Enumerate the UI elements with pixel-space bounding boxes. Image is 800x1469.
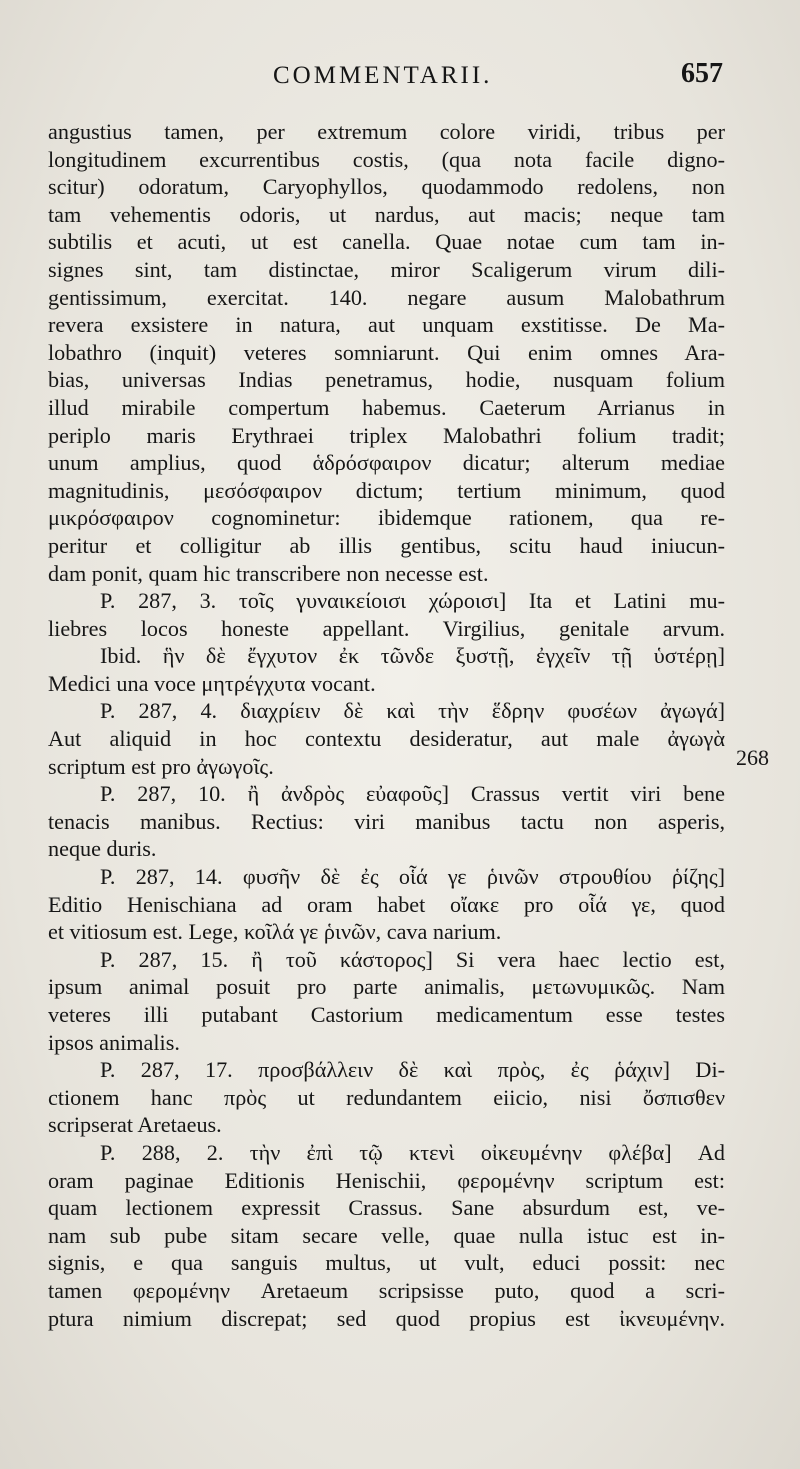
- text-line: tenacis manibus. Rectius: viri manibus tactu non asperis,: [48, 808, 725, 834]
- text-line: P. 287, 10. ἢ ἀνδρὸς εὐαφοῦς] Crassus vertit viri bene: [100, 781, 725, 807]
- text-line: Medici una voce μητρέγχυτα vocant.: [48, 670, 376, 696]
- text-line: ctionem hanc πρὸς ut redundantem eiicio, nisi ὄσπισθεν: [48, 1084, 725, 1110]
- text-line: P. 287, 3. τοῖς γυναικείοισι χώροισι] Ita et Latini mu-: [100, 588, 725, 614]
- text-line: ipsos animalis.: [48, 1029, 180, 1055]
- text-line: neque duris.: [48, 836, 157, 862]
- text-line: veteres illi putabant Castorium medicamentum esse testes: [48, 1002, 725, 1027]
- text-line: gentissimum, exercitat. 140. negare ausum Malobathrum: [48, 284, 725, 310]
- text-line: nam sub pube sitam secare velle, quae nulla istuc est in-: [48, 1222, 725, 1248]
- text-line: signis, e qua sanguis multus, ut vult, educi possit: nec: [48, 1250, 725, 1276]
- text-line: bias, universas Indias penetramus, hodie, nusquam folium: [48, 367, 725, 393]
- text-line: illud mirabile compertum habemus. Caeterum Arrianus in: [48, 394, 725, 420]
- text-line: P. 287, 4. διαχρίειν δὲ καὶ τὴν ἕδρην φυσέων ἀγωγά]: [100, 698, 725, 724]
- text-line: P. 287, 14. φυσῆν δὲ ἐς οἷά γε ῥινῶν στρουθίου ῥίζης]: [100, 864, 725, 890]
- text-line: Editio Henischiana ad oram habet οἴακε pro οἷά γε, quod: [48, 891, 725, 917]
- text-line: unum amplius, quod ἁδρόσφαιρον dicatur; alterum mediae: [48, 450, 725, 476]
- text-line: ptura nimium discrepat; sed quod propius est ἰκνευμένην.: [48, 1305, 725, 1331]
- running-title: COMMENTARII.: [273, 62, 493, 89]
- text-line: lobathro (inquit) veteres somniarunt. Qui enim omnes Ara-: [48, 339, 725, 365]
- margin-reference-number: 268: [736, 745, 769, 770]
- text-line: scripserat Aretaeus.: [48, 1112, 222, 1138]
- text-line: subtilis et acuti, ut est canella. Quae notae cum tam in-: [48, 229, 725, 255]
- text-line: μικρόσφαιρον cognominetur: ibidemque rationem, qua re-: [48, 505, 725, 531]
- text-line: periplo maris Erythraei triplex Malobathri folium tradit;: [48, 422, 725, 448]
- text-line: ipsum animal posuit pro parte animalis, μετωνυμικῶς. Nam: [48, 974, 725, 1000]
- text-line: magnitudinis, μεσόσφαιρον dictum; tertium minimum, quod: [48, 477, 725, 503]
- text-line: Ibid. ἣν δὲ ἔγχυτον ἐκ τῶνδε ξυστῇ, ἐγχεῖν τῇ ὑστέρῃ]: [100, 643, 725, 669]
- text-line: angustius tamen, per extremum colore viridi, tribus per: [48, 119, 725, 144]
- text-line: P. 287, 15. ἢ τοῦ κάστορος] Si vera haec lectio est,: [100, 946, 725, 972]
- text-line: peritur et colligitur ab illis gentibus, scitu haud iniucun-: [48, 532, 725, 558]
- text-line: P. 287, 17. προσβάλλειν δὲ καὶ πρὸς, ἐς ῥάχιν] Di-: [100, 1057, 725, 1083]
- text-line: longitudinem excurrentibus costis, (qua nota facile digno-: [48, 146, 725, 172]
- text-line: Aut aliquid in hoc contextu desideratur, aut male ἀγωγὰ: [48, 726, 725, 752]
- text-line: quam lectionem expressit Crassus. Sane absurdum est, ve-: [48, 1195, 725, 1221]
- text-line: et vitiosum est. Lege, κοῖλά γε ῥινῶν, cava narium.: [48, 919, 502, 945]
- text-line: tamen φερομένην Aretaeum scripsisse puto, quod a scri-: [48, 1277, 725, 1303]
- text-line: scriptum est pro ἀγωγοῖς.: [48, 753, 274, 779]
- text-line: liebres locos honeste appellant. Virgilius, genitale arvum.: [48, 615, 725, 641]
- page-header: [48, 58, 725, 98]
- text-line: revera exsistere in natura, aut unquam exstitisse. De Ma-: [48, 312, 725, 338]
- page-number: 657: [681, 58, 723, 89]
- text-line: dam ponit, quam hic transcribere non necesse est.: [48, 560, 489, 586]
- text-line: scitur) odoratum, Caryophyllos, quodammodo redolens, non: [48, 174, 725, 200]
- text-line: tam vehementis odoris, ut nardus, aut macis; neque tam: [48, 201, 725, 227]
- body-text: [48, 118, 725, 1332]
- text-line: P. 288, 2. τὴν ἐπὶ τῷ κτενὶ οἰκευμένην φλέβα] Ad: [100, 1139, 725, 1165]
- text-line: oram paginae Editionis Henischii, φερομένην scriptum est:: [48, 1167, 725, 1193]
- text-line: signes sint, tam distinctae, miror Scaligerum virum dili-: [48, 256, 725, 282]
